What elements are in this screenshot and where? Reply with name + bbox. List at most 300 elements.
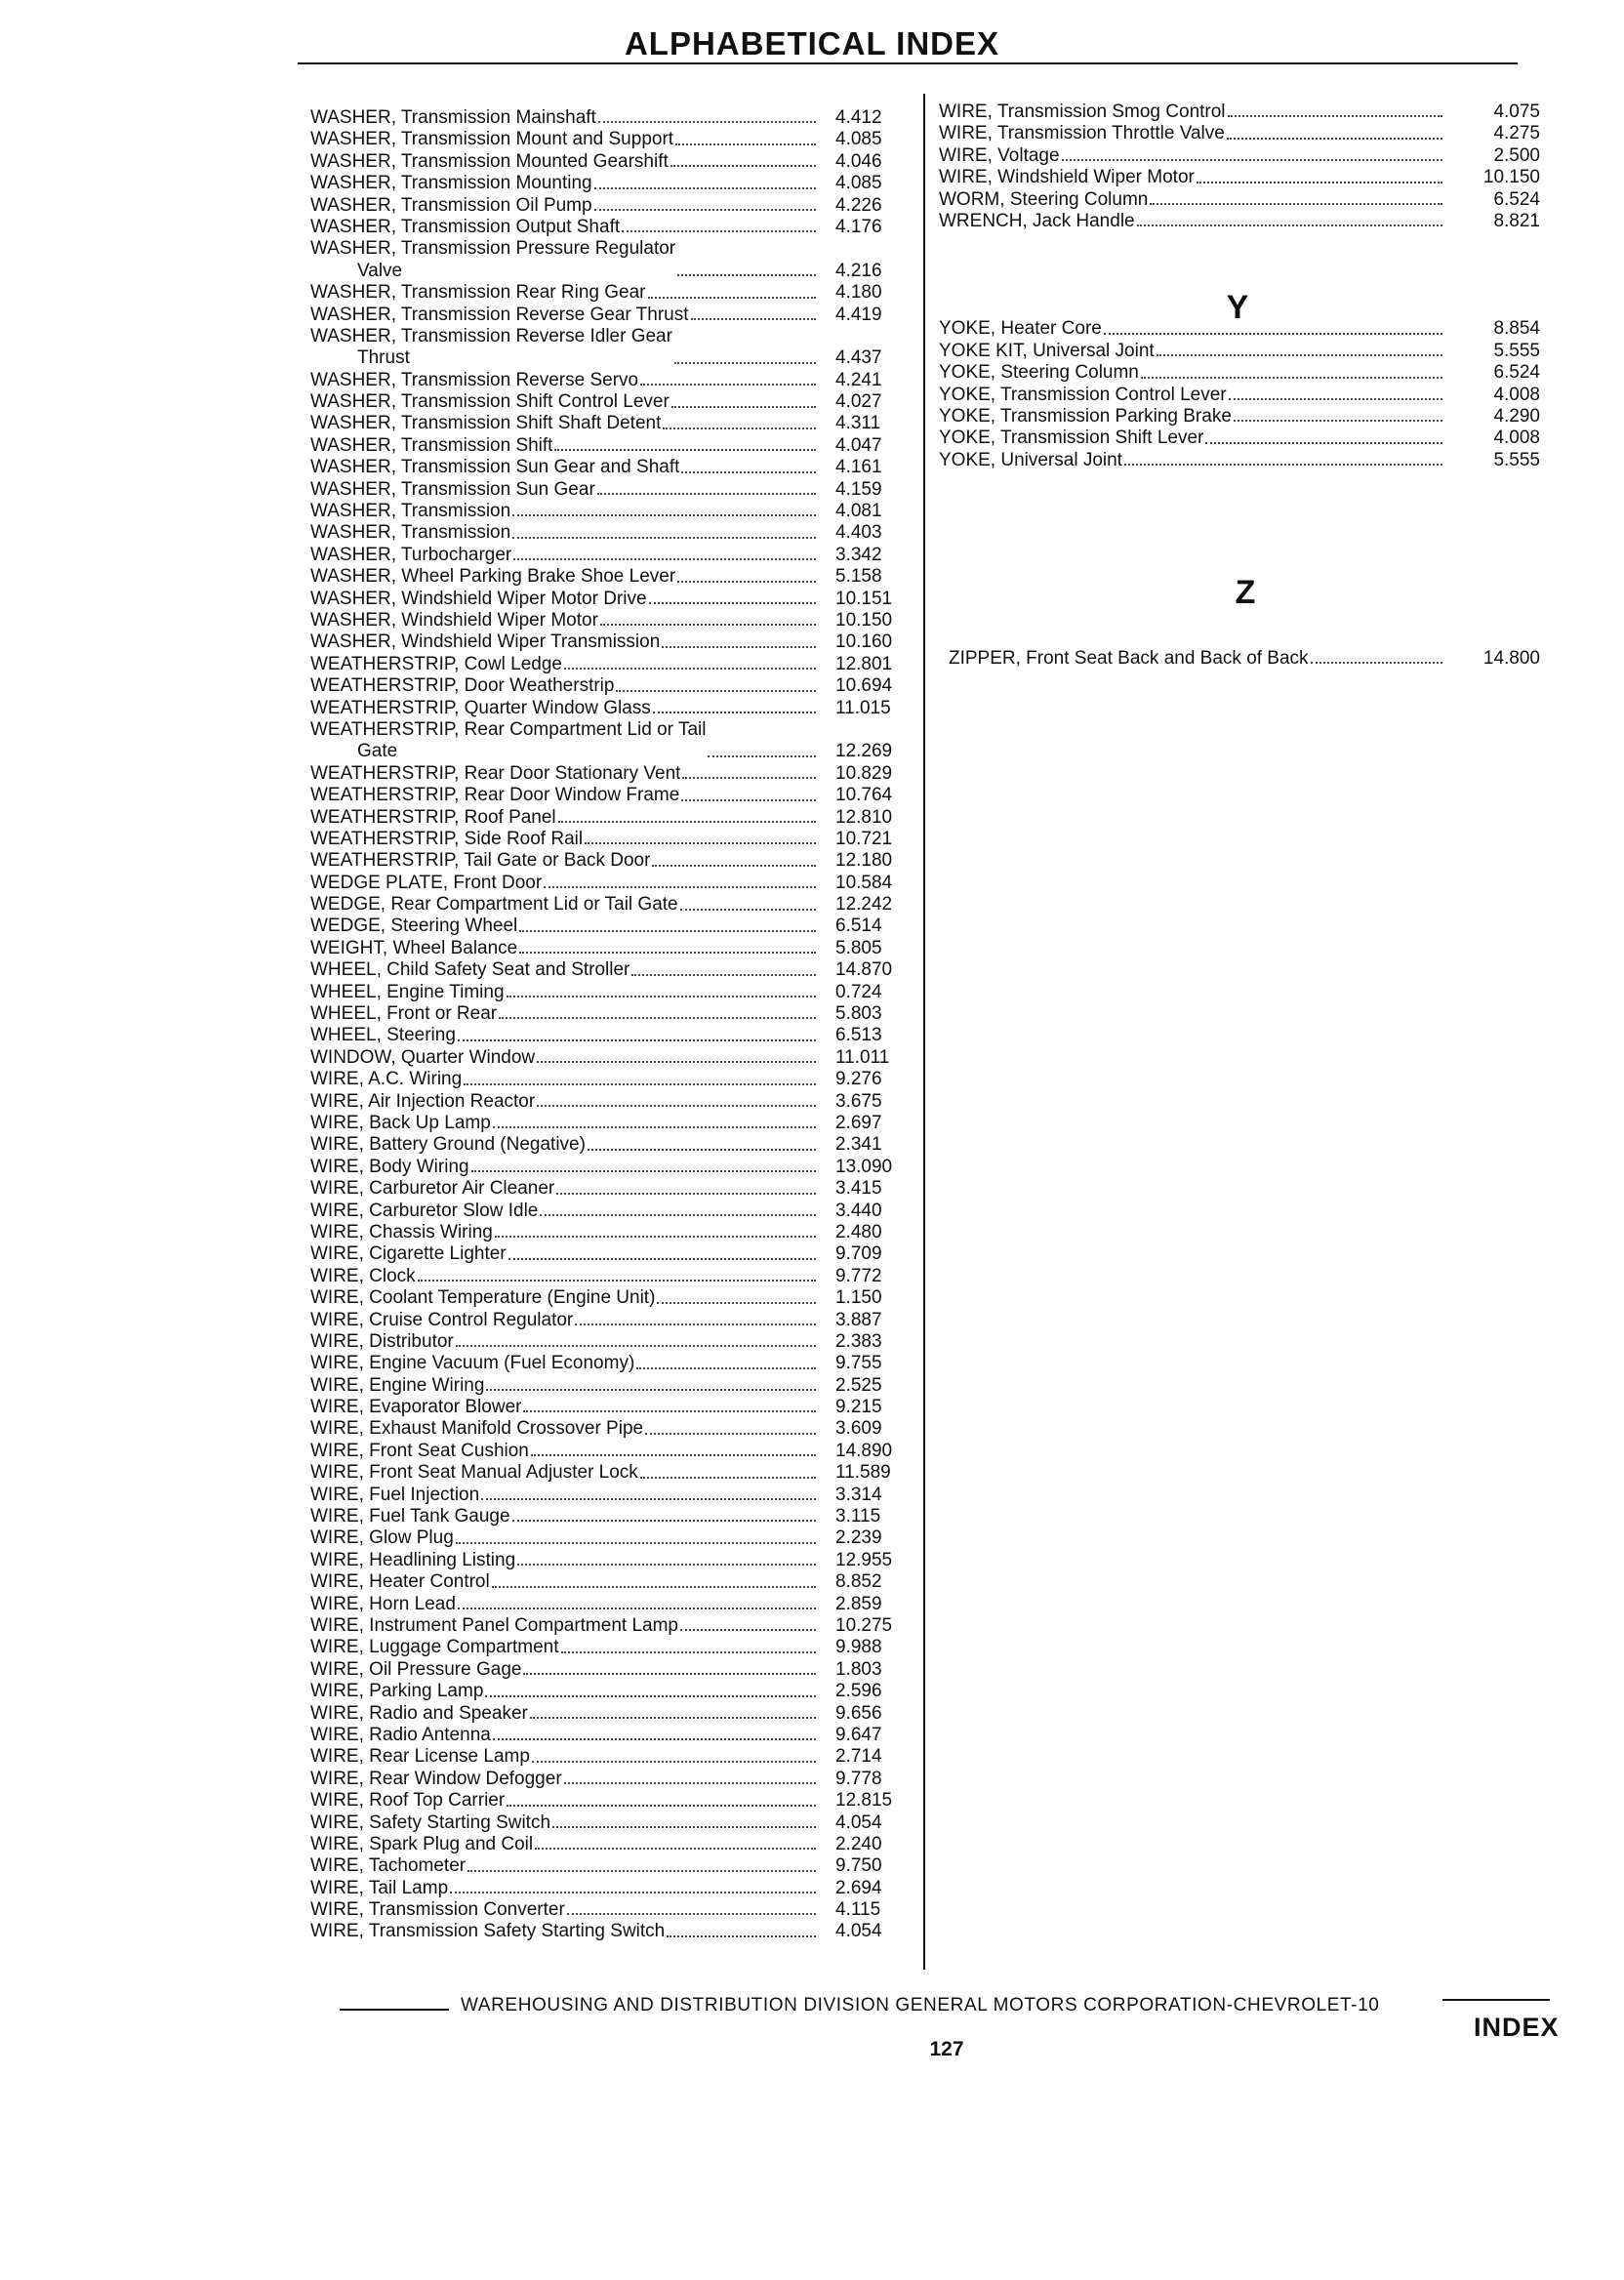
dot-leader bbox=[708, 755, 816, 757]
entry-page-number: 4.054 bbox=[835, 1812, 882, 1833]
index-entry bbox=[310, 1047, 925, 1069]
index-entry bbox=[310, 1485, 925, 1506]
index-entry bbox=[939, 406, 1540, 428]
entry-page-number: 3.440 bbox=[835, 1200, 882, 1221]
dot-leader bbox=[594, 209, 816, 211]
index-entry bbox=[310, 1615, 925, 1637]
dot-leader bbox=[418, 1280, 816, 1282]
dot-leader bbox=[554, 449, 816, 451]
dot-leader bbox=[663, 428, 816, 429]
dot-leader bbox=[456, 1542, 816, 1544]
index-entry bbox=[310, 1266, 925, 1287]
entry-page-number: 9.276 bbox=[835, 1069, 882, 1090]
dot-leader bbox=[535, 1848, 816, 1850]
index-entry bbox=[310, 589, 925, 610]
entry-label: WEDGE PLATE, Front Door bbox=[310, 872, 543, 893]
entry-page-number: 4.419 bbox=[835, 304, 882, 325]
index-entry bbox=[310, 1069, 925, 1090]
index-entry bbox=[310, 785, 925, 806]
dot-leader bbox=[1229, 398, 1442, 400]
entry-page-number: 4.275 bbox=[1493, 123, 1540, 144]
dot-leader bbox=[1227, 138, 1442, 140]
entry-label: WIRE, Exhaust Manifold Crossover Pipe bbox=[310, 1418, 644, 1440]
index-entry bbox=[310, 763, 925, 785]
entry-label: WORM, Steering Column bbox=[939, 188, 1149, 210]
dot-leader bbox=[512, 537, 816, 539]
dot-leader bbox=[594, 187, 816, 189]
index-entry bbox=[310, 107, 925, 129]
entry-label: WIRE, Chassis Wiring bbox=[310, 1221, 493, 1242]
dot-leader bbox=[680, 1629, 816, 1631]
dot-leader bbox=[458, 1608, 816, 1609]
index-entry bbox=[310, 1310, 925, 1331]
dot-leader bbox=[575, 1323, 816, 1325]
index-entry bbox=[310, 1025, 925, 1046]
entry-label: YOKE, Transmission Shift Lever bbox=[939, 428, 1204, 449]
entry-label: YOKE, Steering Column bbox=[939, 362, 1139, 384]
entry-label: WASHER, Windshield Wiper Motor Drive bbox=[310, 588, 647, 609]
entry-page-number: 9.772 bbox=[835, 1265, 882, 1286]
entry-page-number: 6.524 bbox=[1493, 188, 1540, 210]
dot-leader bbox=[450, 1892, 816, 1893]
entry-page-number: 5.555 bbox=[1493, 340, 1540, 361]
entry-label: WIRE, Engine Wiring bbox=[310, 1374, 485, 1396]
index-entry bbox=[939, 102, 1540, 123]
dot-leader bbox=[588, 1149, 816, 1151]
dot-leader bbox=[519, 930, 816, 932]
entry-label-line: WASHER, Transmission Reverse Idler Gear bbox=[310, 325, 672, 346]
index-entry bbox=[310, 1790, 925, 1812]
dot-leader bbox=[1157, 354, 1442, 356]
entry-label: WIRE, Carburetor Slow Idle bbox=[310, 1200, 539, 1221]
entry-page-number: 4.008 bbox=[1493, 428, 1540, 449]
entry-label: WIRE, Clock bbox=[310, 1265, 416, 1286]
entry-label: WASHER, Transmission Sun Gear bbox=[310, 478, 595, 500]
entry-label-line: WASHER, Transmission Pressure Regulator bbox=[310, 238, 676, 260]
dot-leader bbox=[517, 1564, 816, 1566]
entry-label: WASHER, Transmission Oil Pump bbox=[310, 194, 592, 216]
entry-label: WHEEL, Child Safety Seat and Stroller bbox=[310, 959, 630, 981]
entry-page-number: 3.415 bbox=[835, 1178, 882, 1200]
entry-label: WIRE, Spark Plug and Coil bbox=[310, 1833, 534, 1854]
entry-label: WASHER, Transmission Output Shaft bbox=[310, 216, 621, 237]
dot-leader bbox=[481, 1498, 816, 1500]
dot-leader bbox=[456, 1345, 816, 1347]
entry-label-continuation: Valve bbox=[357, 260, 403, 281]
dot-leader bbox=[667, 1935, 816, 1937]
index-entry bbox=[310, 435, 925, 457]
dot-leader bbox=[645, 1433, 816, 1435]
entry-page-number: 13.090 bbox=[835, 1156, 893, 1177]
entry-label: WASHER, Transmission Shift bbox=[310, 434, 553, 456]
index-entry bbox=[949, 648, 1540, 670]
index-entry bbox=[939, 123, 1540, 144]
entry-label: WEATHERSTRIP, Roof Panel bbox=[310, 806, 556, 828]
entry-label: WIRE, Luggage Compartment bbox=[310, 1637, 559, 1658]
index-entry bbox=[310, 1550, 925, 1571]
dot-leader bbox=[616, 690, 816, 692]
index-entry bbox=[310, 807, 925, 829]
dot-leader bbox=[530, 1717, 816, 1719]
entry-label-continuation: Gate bbox=[357, 741, 398, 762]
index-entry bbox=[310, 959, 925, 981]
index-entry bbox=[310, 195, 925, 217]
dot-leader bbox=[485, 1695, 816, 1697]
index-entry bbox=[310, 282, 925, 304]
entry-page-number: 5.803 bbox=[835, 1003, 882, 1025]
index-entry bbox=[310, 1506, 925, 1527]
dot-leader bbox=[1205, 442, 1442, 444]
entry-page-number: 6.524 bbox=[1493, 362, 1540, 384]
entry-page-number: 12.269 bbox=[835, 741, 893, 762]
entry-page-number: 14.870 bbox=[835, 959, 893, 981]
entry-page-number: 4.311 bbox=[835, 413, 881, 434]
entry-page-number: 3.314 bbox=[835, 1484, 882, 1505]
entry-page-number: 10.150 bbox=[835, 610, 893, 631]
entry-label: WIRE, Cigarette Lighter bbox=[310, 1243, 507, 1265]
dot-leader bbox=[1234, 420, 1442, 422]
entry-page-number: 4.075 bbox=[1493, 101, 1540, 122]
entry-page-number: 2.239 bbox=[835, 1527, 882, 1549]
entry-page-number: 4.437 bbox=[835, 347, 882, 369]
index-entry bbox=[310, 457, 925, 478]
entry-page-number: 4.047 bbox=[835, 434, 882, 456]
dot-leader bbox=[508, 1258, 816, 1260]
dot-leader bbox=[467, 1870, 816, 1872]
entry-page-number: 4.216 bbox=[835, 260, 882, 281]
index-entry bbox=[310, 1113, 925, 1134]
index-entry bbox=[310, 1418, 925, 1440]
entry-page-number: 4.085 bbox=[835, 129, 882, 150]
entry-page-number: 1.150 bbox=[835, 1287, 882, 1309]
entry-page-number: 6.513 bbox=[835, 1025, 882, 1046]
entry-label: WRENCH, Jack Handle bbox=[939, 210, 1135, 231]
entry-page-number: 8.852 bbox=[835, 1571, 882, 1593]
index-entry bbox=[310, 829, 925, 850]
dot-leader bbox=[600, 624, 816, 626]
entry-page-number: 4.027 bbox=[835, 391, 882, 413]
entry-label: WIRE, Transmission Throttle Valve bbox=[939, 123, 1225, 144]
entry-page-number: 4.085 bbox=[835, 173, 882, 194]
index-entry bbox=[310, 1725, 925, 1746]
index-entry bbox=[310, 1222, 925, 1243]
entry-page-number: 10.764 bbox=[835, 785, 893, 806]
entry-label: WASHER, Wheel Parking Brake Shoe Lever bbox=[310, 566, 676, 588]
dot-leader bbox=[492, 1586, 816, 1588]
index-entry bbox=[310, 1703, 925, 1725]
dot-leader bbox=[681, 471, 816, 473]
dot-leader bbox=[567, 1913, 816, 1915]
dot-leader bbox=[1062, 159, 1442, 161]
entry-label: YOKE, Heater Core bbox=[939, 318, 1102, 340]
index-entry bbox=[310, 1899, 925, 1921]
entry-page-number: 2.341 bbox=[835, 1134, 882, 1156]
index-entry bbox=[310, 698, 925, 719]
entry-label: WIRE, Battery Ground (Negative) bbox=[310, 1134, 586, 1156]
index-entry bbox=[310, 1855, 925, 1877]
entry-label: WIRE, Transmission Converter bbox=[310, 1899, 565, 1921]
entry-page-number: 10.150 bbox=[1482, 167, 1540, 188]
index-entry bbox=[310, 217, 925, 238]
entry-page-number: 10.829 bbox=[835, 762, 893, 784]
entry-label: WEATHERSTRIP, Side Roof Rail bbox=[310, 828, 584, 849]
dot-leader bbox=[649, 602, 816, 604]
entry-label: WASHER, Transmission bbox=[310, 522, 511, 544]
dot-leader bbox=[691, 318, 817, 320]
index-entry bbox=[310, 1003, 925, 1025]
dot-leader bbox=[564, 668, 816, 670]
index-entry bbox=[310, 151, 925, 173]
index-entry bbox=[310, 1287, 925, 1309]
entry-label: WEATHERSTRIP, Quarter Window Glass bbox=[310, 697, 651, 718]
index-entry bbox=[310, 675, 925, 697]
index-entry bbox=[310, 1878, 925, 1899]
entry-page-number: 4.046 bbox=[835, 150, 882, 172]
index-entry bbox=[310, 326, 925, 370]
index-entry bbox=[310, 370, 925, 391]
entry-label-continuation: Thrust bbox=[357, 347, 410, 369]
entry-label: WIRE, Air Injection Reactor bbox=[310, 1090, 536, 1112]
title-rule bbox=[298, 62, 1518, 64]
index-entry bbox=[310, 173, 925, 194]
entry-page-number: 12.815 bbox=[835, 1790, 893, 1812]
entry-label: WIRE, Tachometer bbox=[310, 1855, 467, 1877]
dot-leader bbox=[493, 1738, 816, 1740]
index-entry bbox=[310, 631, 925, 653]
entry-page-number: 1.803 bbox=[835, 1658, 882, 1680]
entry-label: YOKE, Transmission Control Lever bbox=[939, 384, 1227, 405]
entry-label: WIRE, Fuel Injection bbox=[310, 1484, 480, 1505]
entry-page-number: 8.854 bbox=[1493, 318, 1540, 340]
dot-leader bbox=[523, 1673, 816, 1675]
entry-label: WIRE, Safety Starting Switch bbox=[310, 1812, 551, 1833]
entry-label: WEATHERSTRIP, Tail Gate or Back Door bbox=[310, 850, 651, 872]
entry-page-number: 3.609 bbox=[835, 1418, 882, 1440]
entry-label: WIRE, Body Wiring bbox=[310, 1156, 469, 1177]
index-entry bbox=[310, 1769, 925, 1790]
entry-label: WASHER, Windshield Wiper Transmission bbox=[310, 631, 661, 653]
entry-label: WASHER, Transmission Mounted Gearshift bbox=[310, 150, 669, 172]
entry-page-number: 4.115 bbox=[835, 1899, 881, 1921]
entry-label: WIRE, Windshield Wiper Motor bbox=[939, 167, 1195, 188]
entry-label: WIRE, Parking Lamp bbox=[310, 1681, 484, 1702]
entry-label: WHEEL, Front or Rear bbox=[310, 1003, 498, 1025]
entry-page-number: 2.596 bbox=[835, 1681, 882, 1702]
dot-leader bbox=[640, 1477, 816, 1479]
entry-label: WEATHERSTRIP, Cowl Ledge bbox=[310, 653, 562, 674]
dot-leader bbox=[552, 1826, 816, 1828]
index-entry bbox=[310, 1594, 925, 1615]
entry-page-number: 8.821 bbox=[1493, 210, 1540, 231]
dot-leader bbox=[523, 1410, 816, 1412]
page-number: 127 bbox=[929, 2038, 964, 2060]
dot-leader bbox=[537, 1061, 816, 1063]
index-entry bbox=[939, 450, 1540, 471]
entry-page-number: 14.890 bbox=[835, 1440, 893, 1461]
footer-rule-right bbox=[1442, 1999, 1550, 2001]
entry-label: WASHER, Transmission Mount and Support bbox=[310, 129, 674, 150]
dot-leader bbox=[662, 646, 816, 648]
entry-label: WEDGE, Rear Compartment Lid or Tail Gate bbox=[310, 894, 678, 916]
page-title: ALPHABETICAL INDEX bbox=[624, 25, 1000, 61]
entry-page-number: 4.054 bbox=[835, 1921, 882, 1942]
entry-label: WIRE, Back Up Lamp bbox=[310, 1113, 491, 1133]
dot-leader bbox=[674, 362, 816, 364]
index-entry bbox=[310, 1353, 925, 1374]
index-entry bbox=[310, 566, 925, 588]
entry-page-number: 4.290 bbox=[1493, 405, 1540, 427]
entry-page-number: 10.160 bbox=[835, 631, 893, 653]
dot-leader bbox=[657, 1302, 816, 1304]
entry-label: WIRE, Evaporator Blower bbox=[310, 1397, 522, 1418]
entry-page-number: 5.555 bbox=[1493, 449, 1540, 470]
entry-label bbox=[310, 238, 675, 282]
entry-label: WIRE, Fuel Tank Gauge bbox=[310, 1506, 510, 1527]
dot-leader bbox=[671, 406, 816, 408]
index-entry bbox=[939, 211, 1540, 232]
index-entry bbox=[939, 145, 1540, 167]
entry-label: WEDGE, Steering Wheel bbox=[310, 916, 518, 937]
entry-label: WEATHERSTRIP, Rear Door Stationary Vent bbox=[310, 762, 681, 784]
entry-label: WIRE, Transmission Smog Control bbox=[939, 101, 1226, 122]
entry-label: WASHER, Transmission Rear Ring Gear bbox=[310, 282, 646, 304]
right-index-column bbox=[939, 102, 1540, 471]
entry-page-number: 2.240 bbox=[835, 1833, 882, 1854]
entry-page-number: 3.342 bbox=[835, 544, 882, 565]
entry-page-number: 2.383 bbox=[835, 1330, 882, 1352]
dot-leader bbox=[1141, 377, 1442, 379]
entry-page-number: 10.584 bbox=[835, 872, 893, 893]
index-entry bbox=[310, 1201, 925, 1222]
index-entry bbox=[939, 189, 1540, 211]
entry-label: WIRE, Tail Lamp bbox=[310, 1877, 449, 1898]
entry-page-number: 4.159 bbox=[835, 478, 882, 500]
dot-leader bbox=[1197, 182, 1442, 183]
dot-leader bbox=[680, 909, 816, 911]
dot-leader bbox=[631, 974, 816, 976]
entry-page-number: 12.810 bbox=[835, 806, 893, 828]
entry-page-number: 4.081 bbox=[835, 501, 882, 522]
entry-label: WIRE, Coolant Temperature (Engine Unit) bbox=[310, 1287, 656, 1309]
entry-label: WIRE, Heater Control bbox=[310, 1571, 490, 1593]
dot-leader bbox=[532, 1761, 816, 1763]
entry-label: WASHER, Transmission Mounting bbox=[310, 173, 592, 194]
entry-page-number: 3.115 bbox=[835, 1506, 881, 1527]
entry-page-number: 14.800 bbox=[1482, 647, 1540, 669]
dot-leader bbox=[648, 297, 816, 299]
index-entry bbox=[310, 938, 925, 959]
entry-page-number: 4.180 bbox=[835, 282, 882, 304]
entry-page-number: 0.724 bbox=[835, 981, 882, 1002]
dot-leader bbox=[1311, 662, 1442, 664]
index-entry bbox=[310, 1571, 925, 1593]
entry-label: WIRE, Instrument Panel Compartment Lamp bbox=[310, 1614, 678, 1636]
footer-rule-left bbox=[340, 2009, 449, 2011]
entry-page-number: 4.403 bbox=[835, 522, 882, 544]
section-heading-z: Z bbox=[1235, 574, 1256, 611]
entry-label: WASHER, Transmission Shift Shaft Detent bbox=[310, 413, 662, 434]
entry-page-number: 9.656 bbox=[835, 1702, 882, 1724]
entry-label: WEIGHT, Wheel Balance bbox=[310, 937, 518, 958]
entry-page-number: 9.215 bbox=[835, 1397, 882, 1418]
entry-label: WIRE, Carburetor Air Cleaner bbox=[310, 1178, 555, 1200]
entry-label: WIRE, Front Seat Cushion bbox=[310, 1440, 529, 1461]
entry-label: YOKE KIT, Universal Joint bbox=[939, 340, 1155, 361]
index-entry bbox=[310, 391, 925, 413]
index-entry bbox=[939, 362, 1540, 384]
index-entry bbox=[310, 654, 925, 675]
index-entry bbox=[310, 1331, 925, 1353]
dot-leader bbox=[675, 143, 816, 145]
entry-label: WIRE, Engine Vacuum (Fuel Economy) bbox=[310, 1353, 635, 1374]
footer-text: WAREHOUSING AND DISTRIBUTION DIVISION GENERAL MOTORS CORPORATION-CHEVROLET-10 bbox=[461, 1995, 1380, 2015]
entry-page-number: 12.180 bbox=[835, 850, 893, 872]
left-index-column bbox=[310, 107, 925, 1943]
entry-page-number: 2.859 bbox=[835, 1593, 882, 1614]
index-entry bbox=[310, 850, 925, 872]
dot-leader bbox=[597, 493, 816, 495]
index-entry bbox=[310, 479, 925, 501]
dot-leader bbox=[652, 865, 816, 867]
dot-leader bbox=[677, 581, 816, 583]
entry-page-number: 4.161 bbox=[835, 457, 882, 478]
entry-label: WIRE, Horn Lead bbox=[310, 1593, 456, 1614]
entry-label: WHEEL, Engine Timing bbox=[310, 981, 505, 1002]
entry-label: WIRE, Radio Antenna bbox=[310, 1724, 491, 1745]
dot-leader bbox=[471, 1170, 816, 1172]
entry-label: WIRE, Rear License Lamp bbox=[310, 1746, 530, 1768]
entry-label: WASHER, Turbocharger bbox=[310, 544, 512, 565]
entry-page-number: 2.500 bbox=[1493, 144, 1540, 166]
entry-page-number: 12.801 bbox=[835, 653, 893, 674]
entry-label: WIRE, Cruise Control Regulator bbox=[310, 1309, 574, 1330]
dot-leader bbox=[677, 274, 816, 276]
dot-leader bbox=[544, 886, 816, 888]
index-entry bbox=[310, 610, 925, 631]
entry-label: WIRE, Glow Plug bbox=[310, 1527, 454, 1549]
dot-leader bbox=[622, 230, 816, 232]
entry-label: ZIPPER, Front Seat Back and Back of Back bbox=[949, 647, 1309, 669]
entry-label: WIRE, Rear Window Defogger bbox=[310, 1768, 562, 1789]
entry-page-number: 2.525 bbox=[835, 1374, 882, 1396]
index-entry bbox=[310, 1134, 925, 1156]
entry-page-number: 9.750 bbox=[835, 1855, 882, 1877]
entry-page-number: 4.226 bbox=[835, 194, 882, 216]
entry-label: WEATHERSTRIP, Door Weatherstrip bbox=[310, 675, 615, 697]
entry-page-number: 2.697 bbox=[835, 1113, 882, 1133]
entry-page-number: 12.242 bbox=[835, 894, 893, 916]
entry-page-number: 5.158 bbox=[835, 566, 882, 588]
index-entry bbox=[939, 167, 1540, 188]
entry-label: WIRE, Voltage bbox=[939, 144, 1060, 166]
entry-page-number: 4.241 bbox=[835, 369, 882, 390]
index-entry bbox=[310, 1157, 925, 1178]
entry-label: WIRE, Transmission Safety Starting Switch bbox=[310, 1921, 666, 1942]
entry-label: WIRE, Oil Pressure Gage bbox=[310, 1658, 522, 1680]
entry-page-number: 10.275 bbox=[835, 1614, 893, 1636]
section-heading-y: Y bbox=[1226, 289, 1249, 326]
index-entry bbox=[310, 1178, 925, 1200]
index-entry bbox=[310, 1834, 925, 1855]
entry-label: WIRE, A.C. Wiring bbox=[310, 1069, 463, 1090]
dot-leader bbox=[1228, 115, 1442, 117]
dot-leader bbox=[653, 712, 816, 713]
dot-leader bbox=[558, 821, 816, 823]
index-entry bbox=[310, 1637, 925, 1658]
entry-page-number: 11.015 bbox=[835, 697, 891, 718]
entry-page-number: 6.514 bbox=[835, 916, 882, 937]
entry-label bbox=[310, 719, 706, 763]
